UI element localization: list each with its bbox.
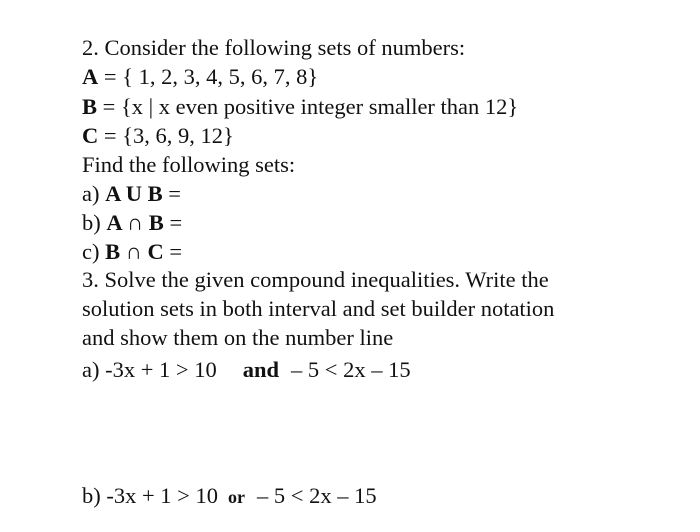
inequality-part-a: [82, 356, 411, 384]
part-c-label: c): [82, 239, 106, 264]
part-b-intersection: [82, 209, 182, 237]
part-b-left-inequality: b) -3x + 1 > 10: [82, 483, 218, 508]
set-a-definition: [82, 63, 318, 91]
part-a-equals: =: [162, 181, 181, 206]
set-b-name: B: [82, 94, 98, 119]
part-c-intersection: [82, 238, 182, 266]
problem-2-heading: 2. Consider the following sets of numbers:: [82, 35, 466, 60]
problem-3-line-2: solution sets in both interval and set builder notation: [82, 296, 555, 321]
set-b-definition: [82, 93, 518, 121]
set-a-elements: = { 1, 2, 3, 4, 5, 6, 7, 8}: [98, 64, 319, 89]
part-c-expression: B ∩ C: [105, 239, 164, 264]
problem-3-line-3: and show them on the number line: [82, 325, 394, 350]
part-b-connector: or: [228, 487, 245, 507]
set-c-elements: = {3, 6, 9, 12}: [98, 123, 234, 148]
set-c-name: C: [82, 123, 99, 148]
inequality-part-b: [82, 482, 377, 511]
find-instruction: Find the following sets:: [82, 152, 296, 177]
part-a-expression: A U B: [105, 181, 163, 206]
part-b-expression: A ∩ B: [106, 210, 164, 235]
part-b-right-inequality: – 5 < 2x – 15: [257, 483, 377, 508]
part-a-left-inequality: a) -3x + 1 > 10: [82, 357, 217, 382]
part-b-equals: =: [163, 210, 183, 235]
set-c-definition: [82, 122, 234, 150]
set-b-elements: = {x | x even positive integer smaller than 12}: [97, 94, 519, 119]
part-a-right-inequality: – 5 < 2x – 15: [291, 357, 411, 382]
part-a-connector: and: [242, 357, 280, 382]
part-a-label: a): [82, 181, 106, 206]
part-a-union: [82, 180, 181, 208]
set-a-name: A: [82, 64, 99, 89]
part-b-label: b): [82, 210, 107, 235]
problem-3-line-1: 3. Solve the given compound inequalities. Write the: [82, 267, 549, 292]
part-c-equals: =: [163, 239, 183, 264]
